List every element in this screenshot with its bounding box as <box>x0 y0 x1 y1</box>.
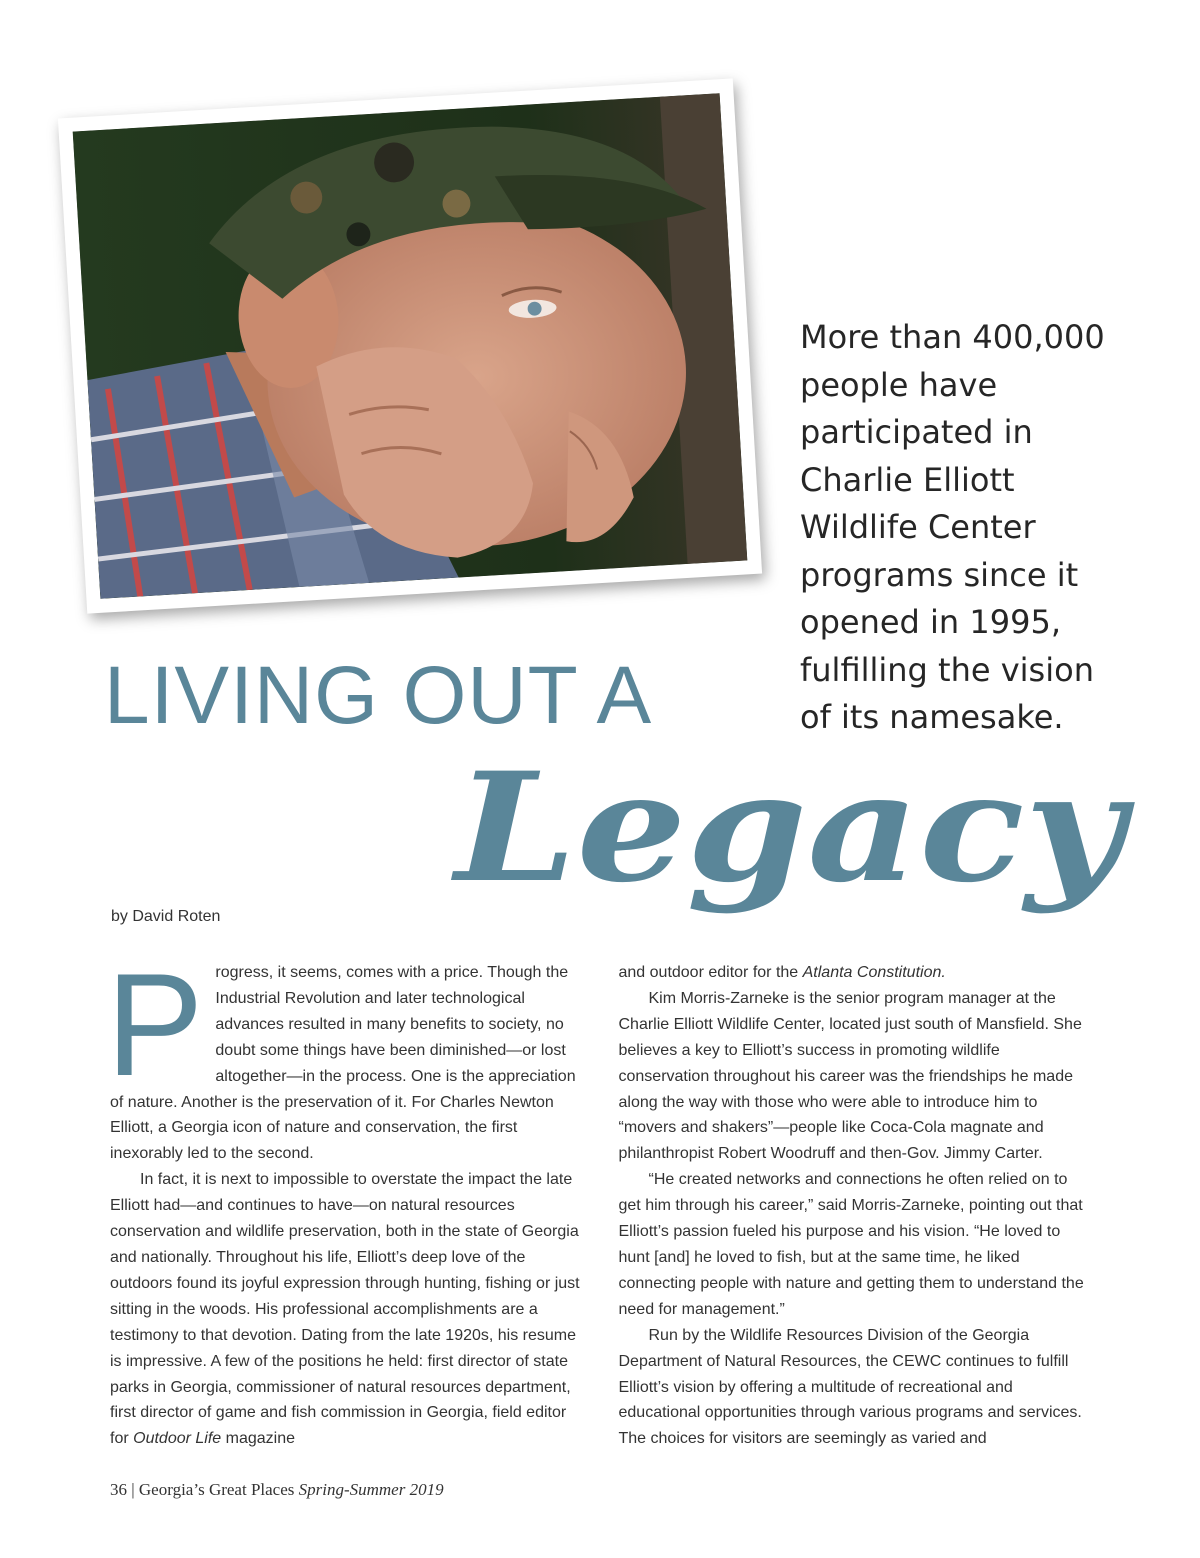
publication-title: Georgia’s Great Places <box>138 1480 295 1499</box>
pull-quote: More than 400,000 people have participated in Charlie Elliott Wildlife Center programs since it opened in 1995, fulfilling the vision of its namesake. <box>800 318 1105 736</box>
paragraph <box>619 960 1091 986</box>
title-line-1: LIVING OUT A <box>104 650 653 741</box>
paragraph: Kim Morris-Zarneke is the senior program manager at the Charlie Elliott Wildlife Center, located just south of Mansfield. She believes a key to Elliott’s success in promoting wildlife conservation throughout his career was the friendships he made along the way with those who were able to introduce him to “movers and shakers”—people like Coca-Cola magnate and philanthropist Robert Woodruff and then-Gov. Jimmy Carter. <box>618 989 1082 1163</box>
portrait-photo <box>73 93 748 599</box>
photo-frame <box>58 78 762 613</box>
issue-label: Spring-Summer 2019 <box>298 1480 444 1499</box>
article-column-2 <box>619 960 1091 1450</box>
page-number: 36 <box>110 1480 127 1499</box>
title-script <box>445 730 1145 940</box>
byline: by David Roten <box>111 908 221 925</box>
paragraph: “He created networks and connections he often relied on to get him through his career,” said Morris-Zarneke, pointing out that Elliott’s passion fueled his purpose and his vision. “He loved to hunt [and] he loved to fish, but at the same time, he liked connecting people with nature and getting them to understand the need for management.” <box>618 1171 1084 1318</box>
portrait-illustration <box>73 93 748 599</box>
publication-name: Atlanta Constitution. <box>802 964 946 981</box>
paragraph-text: In fact, it is next to impossible to overstate the impact the late Elliott had—and continues to have—on natural resources conservation and wildlife preservation, both in the state of Georgia and nationally. Throughout his life, Elliott’s deep love of the outdoors found its joyful expression through hunting, fishing or just sitting in the woods. His professional accomplishments are a testimony to that devotion. Dating from the late 1920s, his resume is impressive. A few of the positions he held: first director of state parks in Georgia, commissioner of natural resources department, first director of game and fish commission in Georgia, field editor for <box>110 1171 580 1448</box>
title-script-svg <box>445 730 1145 940</box>
paragraph-text: and outdoor editor for the <box>618 964 803 981</box>
title-script-text: Legacy <box>450 740 1136 916</box>
paragraph <box>110 1167 582 1452</box>
paragraph-text: magazine <box>221 1430 296 1448</box>
publication-name: Outdoor Life <box>133 1430 222 1448</box>
paragraph-text: rogress, it seems, comes with a price. Though the Industrial Revolution and later technological advances resulted in many benefits to society, no doubt some things have been diminished—or lost altogether—in the process. One is the appreciation of nature. Another is the preservation of it. For Charles Newton Elliott, a Georgia icon of nature and conservation, the first inexorably led to the second. <box>110 964 576 1163</box>
paragraph <box>106 943 582 1167</box>
page-footer <box>110 1480 444 1500</box>
footer-separator: | <box>131 1480 135 1499</box>
article-column-1 <box>106 943 582 1450</box>
article-body <box>106 943 1090 1450</box>
paragraph: Run by the Wildlife Resources Division of the Georgia Department of Natural Resources, the CEWC continues to fulfill Elliott’s vision by offering a multitude of recreational and educational opportunities through various programs and services. The choices for visitors are seemingly as varied and <box>618 1326 1082 1448</box>
drop-cap: P <box>106 943 204 1106</box>
